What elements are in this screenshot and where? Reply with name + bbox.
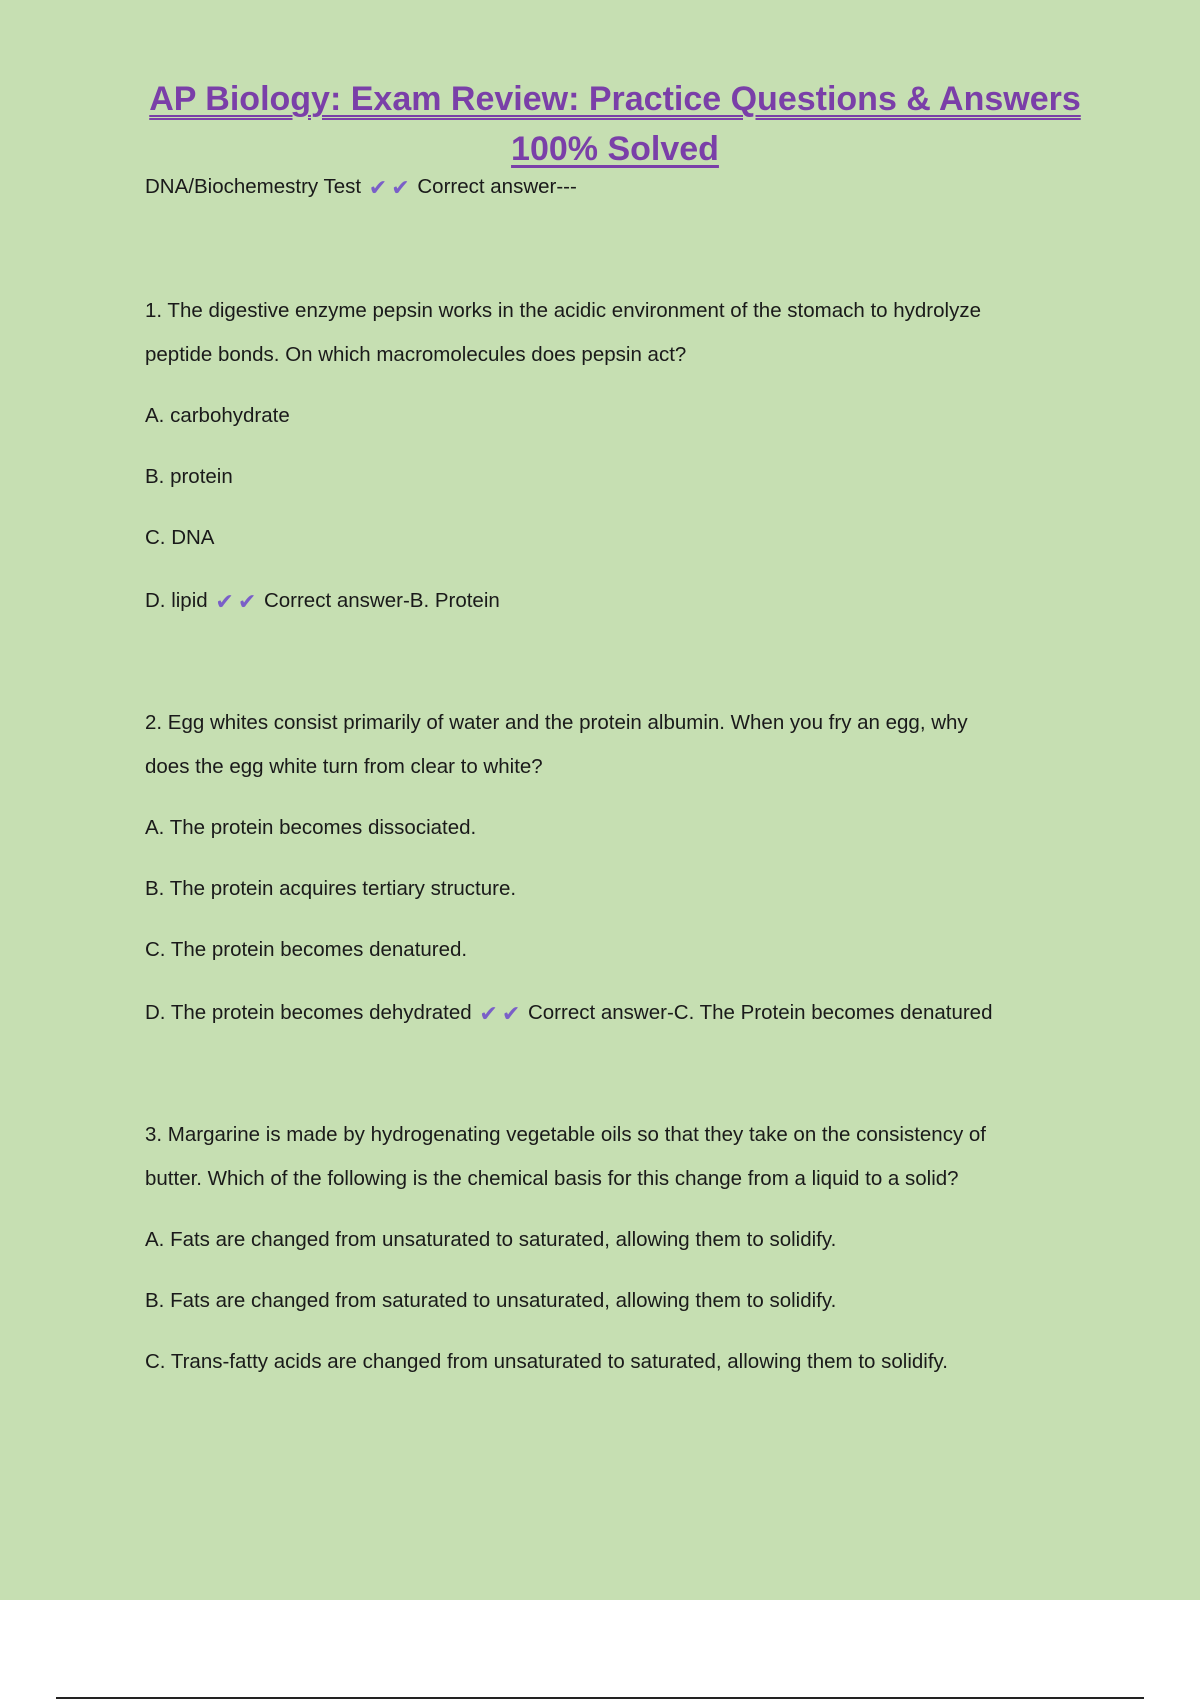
page-title (140, 74, 1090, 174)
question-3-stem-line-1: 3. Margarine is made by hydrogenating vegetable oils so that they take on the consistency of (145, 1123, 987, 1146)
title-line-1: AP Biology: Exam Review: Practice Questions & Answers (149, 80, 1081, 118)
question-2-option-d-line (145, 1000, 992, 1025)
question-3-option-a: A. Fats are changed from unsaturated to saturated, allowing them to solidify. (145, 1228, 837, 1251)
question-1-option-d: D. lipid (145, 589, 208, 612)
check-icon: ✔ (391, 176, 410, 201)
question-1-option-c: C. DNA (145, 526, 215, 549)
question-3-stem-line-2: butter. Which of the following is the chemical basis for this change from a liquid to a solid? (145, 1167, 959, 1190)
intro-label: DNA/Biochemestry Test (145, 175, 362, 198)
title-line-2: 100% Solved (511, 130, 719, 168)
check-icon: ✔ (368, 176, 388, 201)
question-3-option-c: C. Trans-fatty acids are changed from unsaturated to saturated, allowing them to solidify. (145, 1350, 948, 1373)
check-icon: ✔ (215, 590, 234, 615)
question-1-option-a: A. carbohydrate (145, 404, 290, 427)
footer-divider (56, 1697, 1144, 1699)
question-1-answer: Correct answer-B. Protein (263, 589, 500, 612)
question-1-stem-line-1: 1. The digestive enzyme pepsin works in the acidic environment of the stomach to hydrolyze (145, 299, 981, 322)
question-1-stem-line-2: peptide bonds. On which macromolecules does pepsin act? (145, 343, 687, 366)
check-icon: ✔ (501, 1002, 521, 1027)
question-2-option-d: D. The protein becomes dehydrated (145, 1001, 472, 1024)
question-2-option-c: C. The protein becomes denatured. (145, 938, 468, 961)
question-3-option-b: B. Fats are changed from saturated to unsaturated, allowing them to solidify. (145, 1289, 837, 1312)
check-icon: ✔ (237, 590, 257, 615)
question-2-stem-line-2: does the egg white turn from clear to white? (145, 755, 543, 778)
intro-answer: Correct answer--- (417, 175, 577, 198)
question-2-stem-line-1: 2. Egg whites consist primarily of water and the protein albumin. When you fry an egg, why (145, 711, 968, 734)
question-2-answer: Correct answer-C. The Protein becomes denatured (527, 1001, 993, 1024)
check-icon: ✔ (479, 1002, 498, 1027)
question-1-option-d-line (145, 588, 500, 613)
question-2-option-a: A. The protein becomes dissociated. (145, 816, 477, 839)
question-1-option-b: B. protein (145, 465, 233, 488)
intro-line (145, 174, 577, 199)
question-2-option-b: B. The protein acquires tertiary structure. (145, 877, 517, 900)
